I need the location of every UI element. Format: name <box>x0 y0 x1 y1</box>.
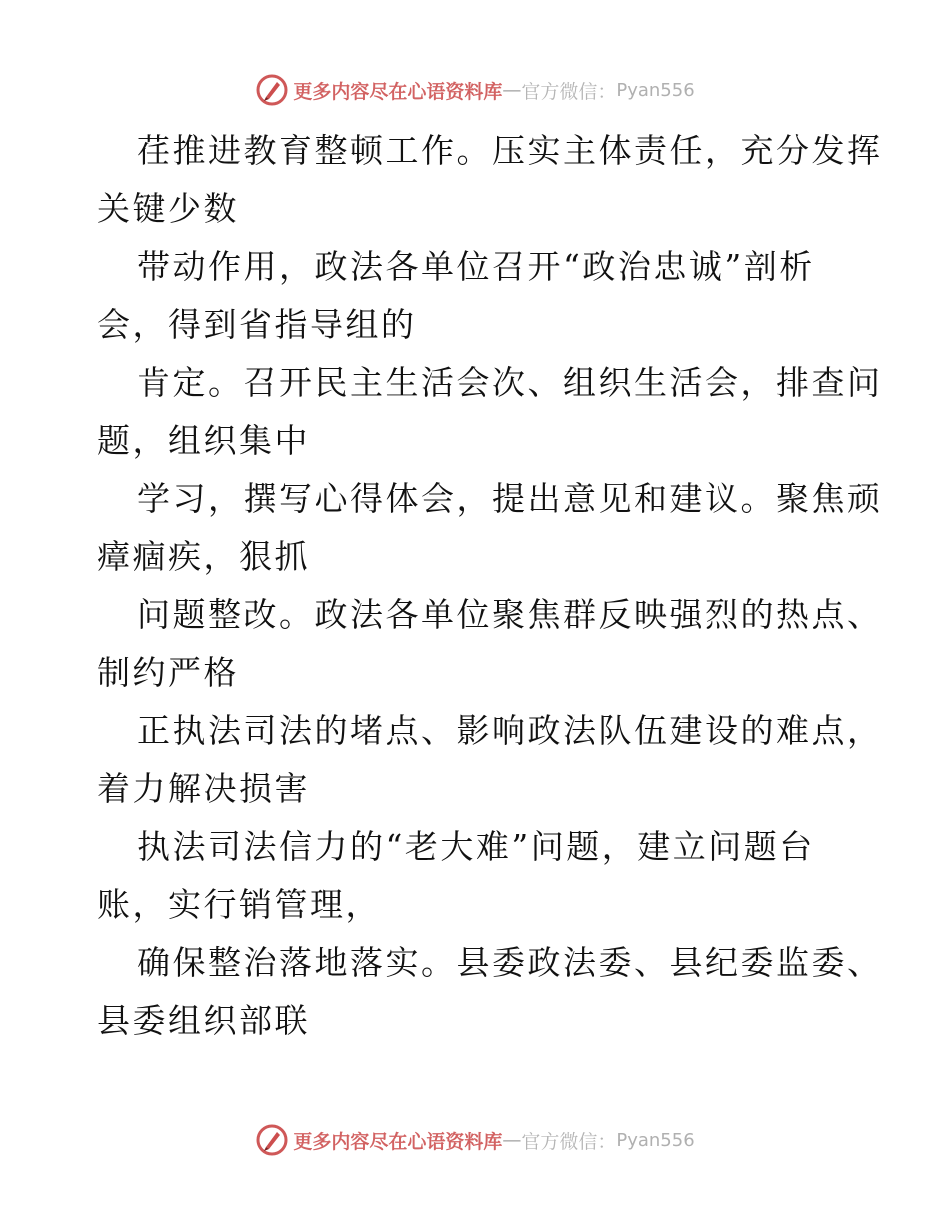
watermark-id: Pyan556 <box>616 79 695 101</box>
watermark-label: 官方微信： <box>521 80 617 103</box>
paragraph <box>97 122 883 238</box>
paragraph-line-second: 关键少数 <box>97 189 239 228</box>
paragraph-line-second: 县委组织部联 <box>97 1001 310 1040</box>
pen-logo-icon <box>255 1123 289 1157</box>
paragraph-line-second: 题，组织集中 <box>97 421 310 460</box>
paragraph-line-second: 制约严格 <box>97 653 239 692</box>
paragraph-line-first: 确保整治落地落实。县委政法委、县纪委监委、 <box>137 943 883 982</box>
pen-logo-icon <box>255 73 289 107</box>
paragraph <box>97 470 883 586</box>
paragraph-line-first: 荏推进教育整顿工作。压实主体责任，充分发挥 <box>137 131 883 170</box>
footer-watermark <box>0 1120 950 1160</box>
watermark-main-text: 更多内容尽在心语资料库 <box>293 80 503 103</box>
paragraph-line-first: 带动作用，政法各单位召开“政治忠诚”剖析 <box>137 247 815 286</box>
document-body <box>97 122 883 1050</box>
paragraph-line-first: 肯定。召开民主生活会次、组织生活会，排查问 <box>137 363 883 402</box>
paragraph <box>97 934 883 1050</box>
watermark-id: Pyan556 <box>616 1129 695 1151</box>
paragraph-line-second: 会，得到省指导组的 <box>97 305 417 344</box>
watermark-main-text: 更多内容尽在心语资料库 <box>293 1130 503 1153</box>
header-watermark <box>0 70 950 110</box>
paragraph <box>97 702 883 818</box>
paragraph <box>97 818 867 934</box>
watermark-dash: — <box>502 1129 522 1151</box>
paragraph-line-second: 瘴痼疾，狠抓 <box>97 537 310 576</box>
paragraph-line-first: 正执法司法的堵点、影响政法队伍建设的难点， <box>137 711 883 750</box>
paragraph-line-second: 账，实行销管理， <box>97 885 381 924</box>
watermark-dash: — <box>502 79 522 101</box>
watermark-label: 官方微信： <box>521 1130 617 1153</box>
paragraph-line-second: 着力解决损害 <box>97 769 310 808</box>
paragraph-line-first: 执法司法信力的“老大难”问题，建立问题台 <box>137 827 815 866</box>
paragraph-line-first: 问题整改。政法各单位聚焦群反映强烈的热点、 <box>137 595 883 634</box>
paragraph <box>97 354 883 470</box>
paragraph <box>97 238 867 354</box>
paragraph-line-first: 学习，撰写心得体会，提出意见和建议。聚焦顽 <box>137 479 883 518</box>
paragraph <box>97 586 883 702</box>
